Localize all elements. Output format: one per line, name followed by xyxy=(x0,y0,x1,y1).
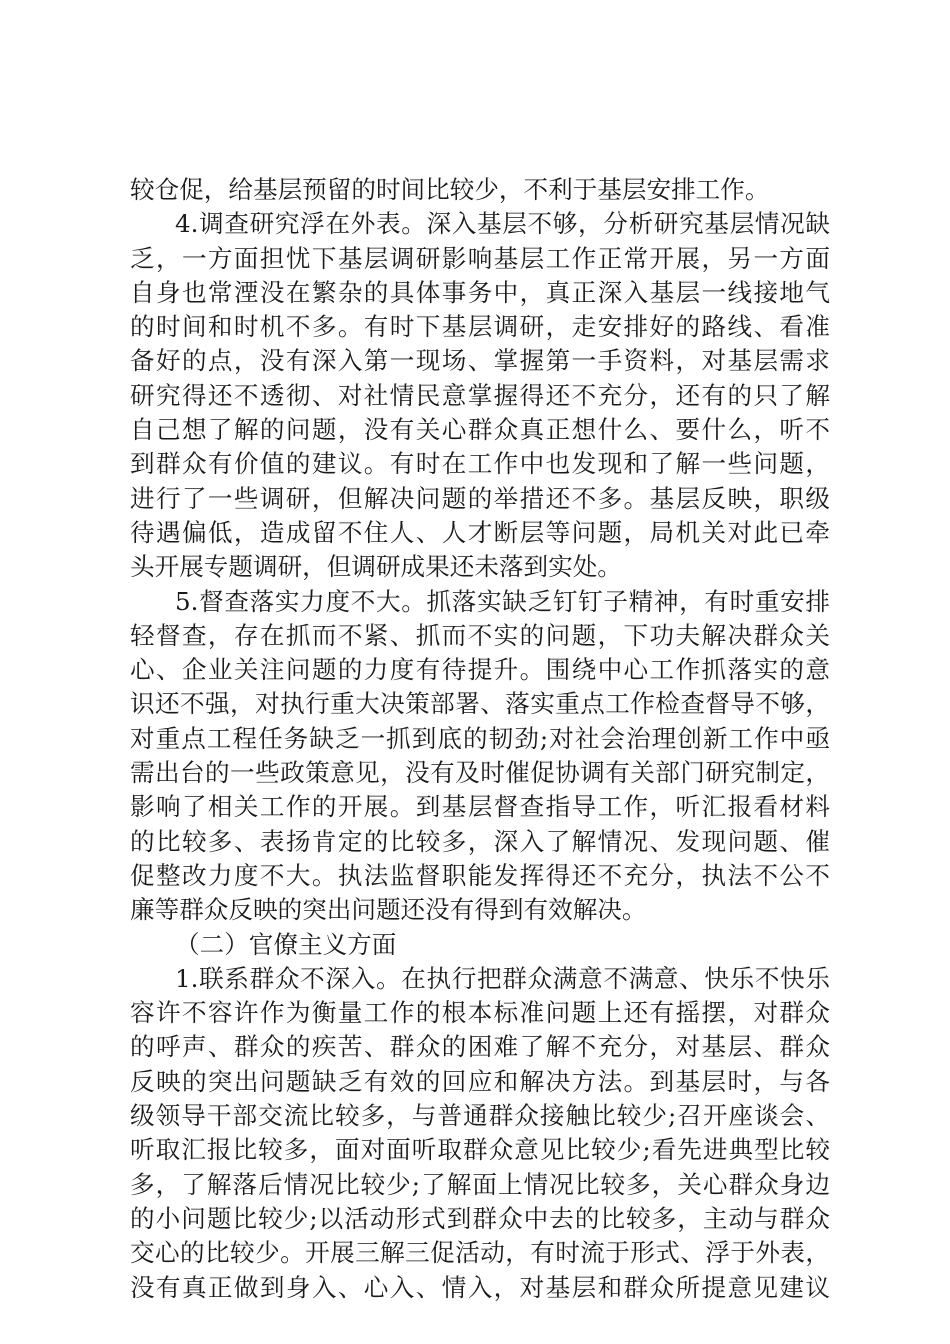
text-line: 待遇偏低，造成留不住人、人才断层等问题，局机关对此已牵 xyxy=(130,517,830,547)
text-line: 到群众有价值的建议。有时在工作中也发现和了解一些问题， xyxy=(130,449,830,479)
text-line: 1.联系群众不深入。在执行把群众满意不满意、快乐不快乐 xyxy=(175,963,830,993)
text-line: 4.调查研究浮在外表。深入基层不够，分析研究基层情况缺 xyxy=(175,209,830,239)
text-line: 的时间和时机不多。有时下基层调研，走安排好的路线、看准 xyxy=(130,312,830,342)
text-line: 轻督查，存在抓而不紧、抓而不实的问题，下功夫解决群众关 xyxy=(130,620,830,650)
text-line: 交心的比较少。开展三解三促活动，有时流于形式、浮于外表， xyxy=(130,1238,830,1268)
text-line: 备好的点，没有深入第一现场、掌握第一手资料，对基层需求 xyxy=(130,346,830,376)
text-line: 廉等群众反映的突出问题还没有得到有效解决。 xyxy=(130,895,647,925)
text-line: 影响了相关工作的开展。到基层督查指导工作，听汇报看材料 xyxy=(130,792,830,822)
text-line: 级领导干部交流比较多，与普通群众接触比较少;召开座谈会、 xyxy=(130,1101,830,1131)
text-line: 较仓促，给基层预留的时间比较少，不利于基层安排工作。 xyxy=(130,175,770,204)
text-line: 的呼声、群众的疾苦、群众的困难了解不充分，对基层、群众 xyxy=(130,1032,830,1062)
text-line: 乏，一方面担忧下基层调研影响基层工作正常开展，另一方面 xyxy=(130,243,830,273)
text-line: 5.督查落实力度不大。抓落实缺乏钉钉子精神，有时重安排 xyxy=(175,586,830,616)
text-line: 多，了解落后情况比较少;了解面上情况比较多，关心群众身边 xyxy=(130,1169,830,1199)
text-line: 识还不强，对执行重大决策部署、落实重点工作检查督导不够， xyxy=(130,689,830,719)
text-line: 容许不容许作为衡量工作的根本标准问题上还有摇摆，对群众 xyxy=(130,998,830,1028)
text-line: 需出台的一些政策意见，没有及时催促协调有关部门研究制定， xyxy=(130,758,830,788)
text-line: 反映的突出问题缺乏有效的回应和解决方法。到基层时，与各 xyxy=(130,1066,830,1096)
text-line: 自身也常湮没在繁杂的具体事务中，真正深入基层一线接地气 xyxy=(130,277,830,307)
text-line: 对重点工程任务缺乏一抓到底的韧劲;对社会治理创新工作中亟 xyxy=(130,723,830,753)
document-body xyxy=(130,173,830,1305)
text-line: 头开展专题调研，但调研成果还未落到实处。 xyxy=(130,552,622,582)
text-line: 心、企业关注问题的力度有待提升。围绕中心工作抓落实的意 xyxy=(130,655,830,685)
text-line: 听取汇报比较多，面对面听取群众意见比较少;看先进典型比较 xyxy=(130,1135,830,1165)
text-line: 没有真正做到身入、心入、情入，对基层和群众所提意见建议 xyxy=(130,1272,830,1302)
text-line: 促整改力度不大。执法监督职能发挥得还不充分，执法不公不 xyxy=(130,860,830,890)
text-line: 研究得还不透彻、对社情民意掌握得还不充分，还有的只了解 xyxy=(130,380,830,410)
text-line: 的小问题比较少;以活动形式到群众中去的比较多，主动与群众 xyxy=(130,1203,830,1233)
text-line: 自己想了解的问题，没有关心群众真正想什么、要什么，听不 xyxy=(130,415,830,445)
text-line: 进行了一些调研，但解决问题的举措还不多。基层反映，职级 xyxy=(130,483,830,513)
text-line: 的比较多、表扬肯定的比较多，深入了解情况、发现问题、催 xyxy=(130,826,830,856)
section-heading: （二）官僚主义方面 xyxy=(175,929,397,959)
